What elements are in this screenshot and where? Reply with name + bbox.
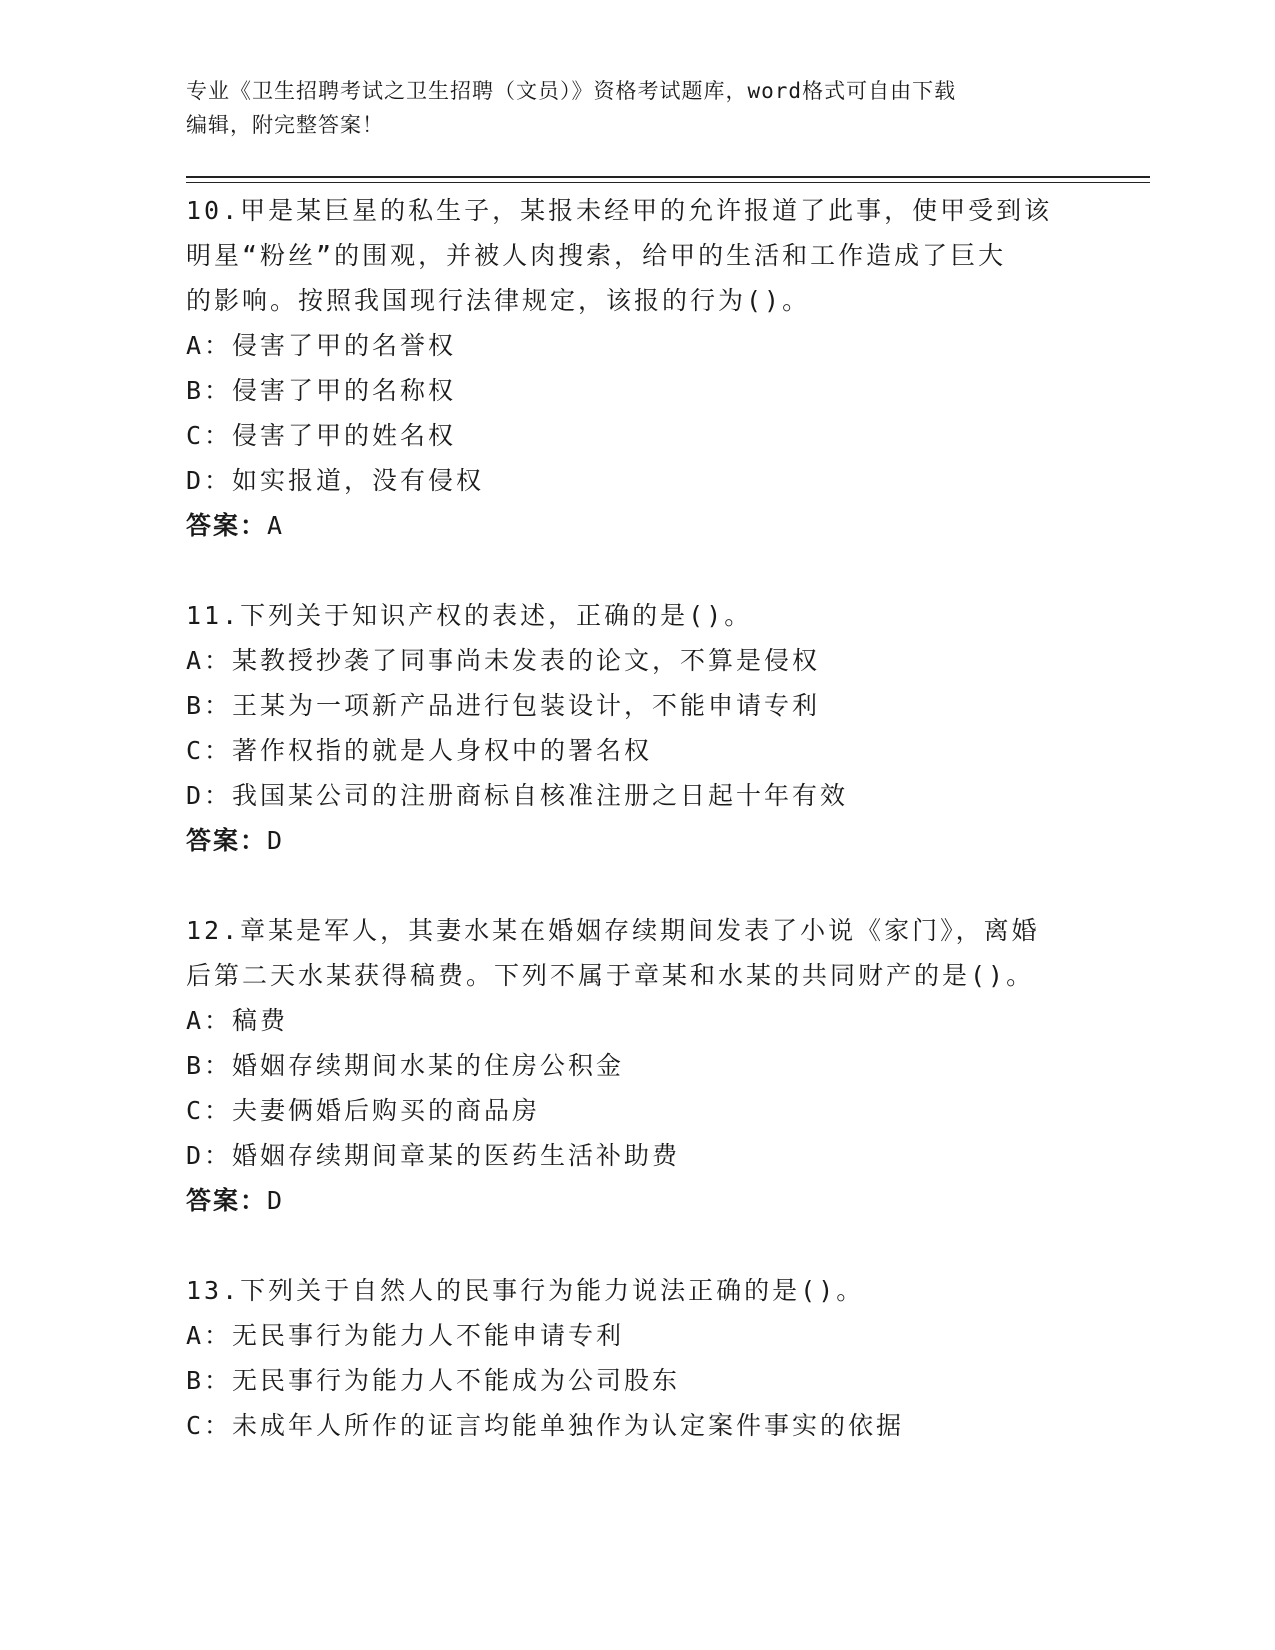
- answer-value: D: [267, 826, 285, 855]
- question-stem-line: 13.下列关于自然人的民事行为能力说法正确的是()。: [186, 1276, 865, 1305]
- answer-option: D：婚姻存续期间章某的医药生活补助费: [186, 1141, 681, 1170]
- answer-option: D：如实报道，没有侵权: [186, 466, 485, 495]
- answer-option: B：无民事行为能力人不能成为公司股东: [186, 1366, 681, 1395]
- question-stem-line: 10.甲是某巨星的私生子，某报未经甲的允许报道了此事，使甲受到该: [186, 196, 1053, 225]
- answer-option: C：著作权指的就是人身权中的署名权: [186, 736, 653, 765]
- answer-line: [186, 1178, 1086, 1223]
- document-header: [186, 74, 1086, 142]
- answer-line: [186, 818, 1086, 863]
- question-block: [186, 908, 1086, 1223]
- answer-line: [186, 503, 1086, 548]
- answer-option: B：婚姻存续期间水某的住房公积金: [186, 1051, 625, 1080]
- question-stem-line: 的影响。按照我国现行法律规定，该报的行为()。: [186, 286, 811, 315]
- answer-option: B：侵害了甲的名称权: [186, 376, 457, 405]
- question-stem-line: 11.下列关于知识产权的表述，正确的是()。: [186, 601, 753, 630]
- question-block: [186, 188, 1086, 548]
- answer-value: D: [267, 1186, 285, 1215]
- answer-option: B：王某为一项新产品进行包装设计，不能申请专利: [186, 691, 821, 720]
- header-divider-thin: [186, 182, 1150, 183]
- answer-option: A：侵害了甲的名誉权: [186, 331, 457, 360]
- answer-value: A: [267, 511, 285, 540]
- header-line-2: 编辑，附完整答案！: [186, 113, 384, 137]
- question-stem-line: 后第二天水某获得稿费。下列不属于章某和水某的共同财产的是()。: [186, 961, 1035, 990]
- answer-option: A：稿费: [186, 1006, 289, 1035]
- header-line-1: 专业《卫生招聘考试之卫生招聘（文员）》资格考试题库，word格式可自由下载: [186, 79, 957, 103]
- answer-option: A：无民事行为能力人不能申请专利: [186, 1321, 625, 1350]
- header-divider-thick: [186, 176, 1150, 178]
- question-block: [186, 1268, 1086, 1448]
- answer-option: A：某教授抄袭了同事尚未发表的论文，不算是侵权: [186, 646, 821, 675]
- answer-option: D：我国某公司的注册商标自核准注册之日起十年有效: [186, 781, 849, 810]
- answer-option: C：夫妻俩婚后购买的商品房: [186, 1096, 541, 1125]
- question-stem-line: 12.章某是军人，其妻水某在婚姻存续期间发表了小说《家门》，离婚: [186, 916, 1040, 945]
- question-list: [186, 188, 1086, 1493]
- question-stem-line: 明星“粉丝”的围观，并被人肉搜索，给甲的生活和工作造成了巨大: [186, 241, 1007, 270]
- question-block: [186, 593, 1086, 863]
- answer-option: C：侵害了甲的姓名权: [186, 421, 457, 450]
- answer-label: 答案：: [186, 511, 268, 540]
- answer-option: C：未成年人所作的证言均能单独作为认定案件事实的依据: [186, 1411, 905, 1440]
- answer-label: 答案：: [186, 1186, 268, 1215]
- answer-label: 答案：: [186, 826, 268, 855]
